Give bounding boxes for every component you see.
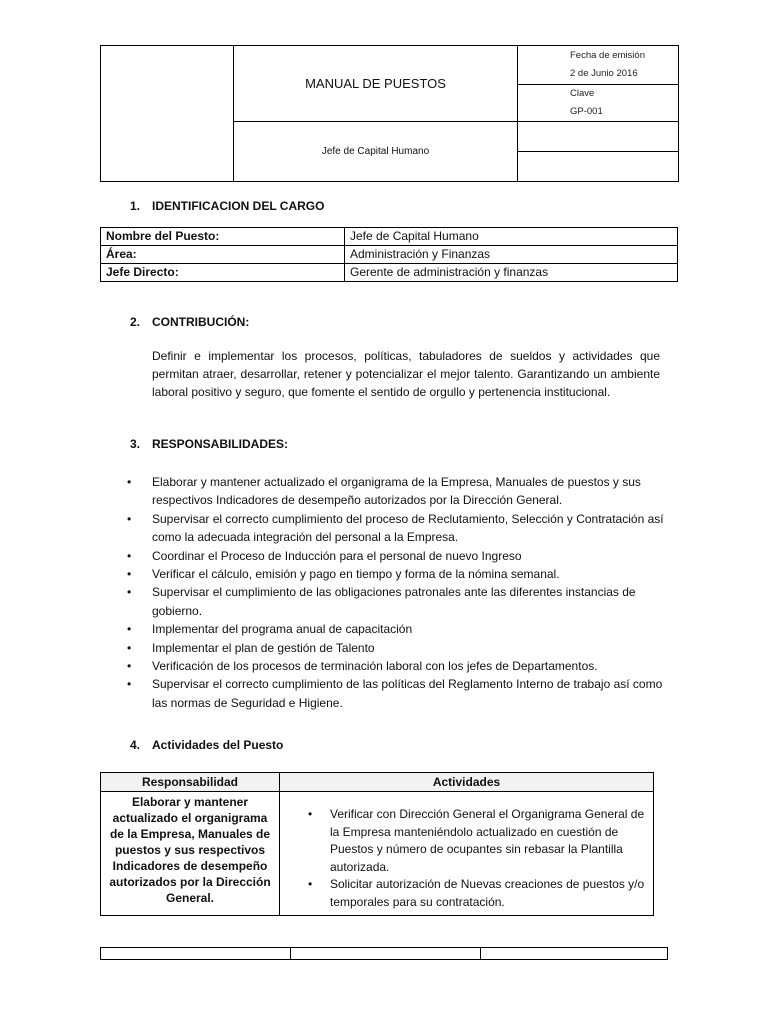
bullet-icon: •: [127, 511, 132, 526]
list-item: [304, 806, 647, 876]
section-title: IDENTIFICACION DEL CARGO: [152, 199, 325, 213]
section-4-heading: [130, 738, 283, 752]
bullet-icon: •: [308, 807, 313, 821]
list-item: [125, 473, 670, 510]
section-3-heading: [130, 437, 288, 451]
section-number: 2.: [130, 315, 141, 329]
list-item: [125, 583, 670, 620]
row-label: Área:: [101, 246, 345, 264]
list-item: [125, 565, 670, 583]
issue-date-value: 2 de Junio 2016: [570, 68, 638, 79]
activities-cell: [280, 792, 654, 916]
section-1-heading: [130, 199, 324, 213]
list-item: [125, 657, 670, 675]
list-item-text: Supervisar el correcto cumplimiento de las políticas del Reglamento Interno de trabajo así como las normas de Seguridad e Higiene.: [152, 677, 663, 710]
list-item-text: Implementar del programa anual de capacitación: [152, 622, 413, 637]
footer-table: [100, 947, 668, 960]
list-item: [125, 675, 670, 712]
manual-title: MANUAL DE PUESTOS: [234, 46, 518, 122]
row-value: Administración y Finanzas: [345, 246, 678, 264]
bullet-icon: •: [127, 640, 132, 655]
section-title: RESPONSABILIDADES:: [152, 437, 289, 451]
bullet-icon: •: [127, 548, 132, 563]
list-item: [125, 639, 670, 657]
bullet-icon: •: [308, 877, 313, 891]
list-item-text: Coordinar el Proceso de Inducción para el personal de nuevo Ingreso: [152, 548, 522, 563]
issue-date-cell: [518, 46, 679, 85]
section-number: 3.: [130, 437, 141, 451]
identification-table: [100, 227, 678, 282]
contribution-paragraph: Definir e implementar los procesos, políticas, tabuladores de sueldos y actividades que permitan atraer, desarrollar, retener y potencializar el mejor talento. Garantizando un ambiente laboral positivo y seguro, que fomente el sentido de orgullo y pertenencia institucional.: [152, 349, 660, 399]
table-row: [101, 264, 678, 282]
table-row: [101, 792, 654, 916]
empty-cell: [101, 948, 291, 960]
responsibilities-list: [125, 473, 670, 712]
list-item: [125, 620, 670, 638]
list-item-text: Verificar el cálculo, emisión y pago en tiempo y forma de la nómina semanal.: [152, 567, 560, 582]
list-item-text: Supervisar el correcto cumplimiento del proceso de Reclutamiento, Selección y Contratación así como la adecuada integración del personal a la Empresa.: [152, 511, 664, 545]
table-header-row: [101, 773, 654, 792]
key-value: GP-001: [570, 106, 603, 117]
empty-cell: [481, 948, 668, 960]
list-item-text: Elaborar y mantener actualizado el organigrama de la Empresa, Manuales de puestos y sus respectivos Indicadores de desempeño autorizados por la Dirección General.: [152, 475, 641, 508]
issue-date-label: Fecha de emisión: [570, 50, 645, 61]
list-item-text: Supervisar el cumplimiento de las obligaciones patronales ante las diferentes instancias de gobierno.: [152, 585, 636, 618]
section-title: CONTRIBUCIÓN:: [152, 315, 250, 329]
bullet-icon: •: [127, 622, 132, 637]
position-title: Jefe de Capital Humano: [234, 122, 518, 182]
empty-cell: [291, 948, 481, 960]
activities-list: [304, 806, 647, 911]
row-label: Jefe Directo:: [101, 264, 345, 282]
responsibility-cell: Elaborar y mantener actualizado el organigrama de la Empresa, Manuales de puestos y sus respectivos Indicadores de desempeño autorizados por la Dirección General.: [101, 792, 280, 916]
empty-cell: [518, 152, 679, 182]
row-label: Nombre del Puesto:: [101, 228, 345, 246]
table-row: [101, 246, 678, 264]
empty-cell: [518, 122, 679, 152]
list-item: [125, 547, 670, 565]
row-value: Gerente de administración y finanzas: [345, 264, 678, 282]
list-item-text: Solicitar autorización de Nuevas creaciones de puestos y/o temporales para su contratación.: [330, 877, 645, 909]
activities-table: [100, 772, 654, 916]
key-label: Clave: [570, 88, 595, 99]
column-header: Responsabilidad: [101, 773, 280, 792]
list-item-text: Verificar con Dirección General el Organigrama General de la Empresa manteniéndolo actualizado en cuestión de Puestos y número de ocupantes sin rebasar la Plantilla autorizada.: [330, 807, 645, 874]
document-header: [100, 45, 679, 182]
table-row: [101, 228, 678, 246]
section-number: 1.: [130, 199, 141, 213]
logo-cell: [101, 46, 234, 182]
section-title: Actividades del Puesto: [152, 738, 284, 752]
list-item: [304, 876, 647, 911]
section-number: 4.: [130, 738, 141, 752]
bullet-icon: •: [127, 475, 132, 489]
list-item-text: Verificación de los procesos de terminación laboral con los jefes de Departamentos.: [152, 659, 598, 674]
list-item: [125, 510, 670, 547]
row-value: Jefe de Capital Humano: [345, 228, 678, 246]
column-header: Actividades: [280, 773, 654, 792]
bullet-icon: •: [127, 567, 132, 582]
bullet-icon: •: [127, 585, 132, 600]
section-2-heading: [130, 315, 249, 329]
key-cell: [518, 85, 679, 122]
table-row: [101, 948, 668, 960]
bullet-icon: •: [127, 659, 132, 674]
list-item-text: Implementar el plan de gestión de Talento: [152, 640, 375, 655]
bullet-icon: •: [127, 677, 132, 692]
